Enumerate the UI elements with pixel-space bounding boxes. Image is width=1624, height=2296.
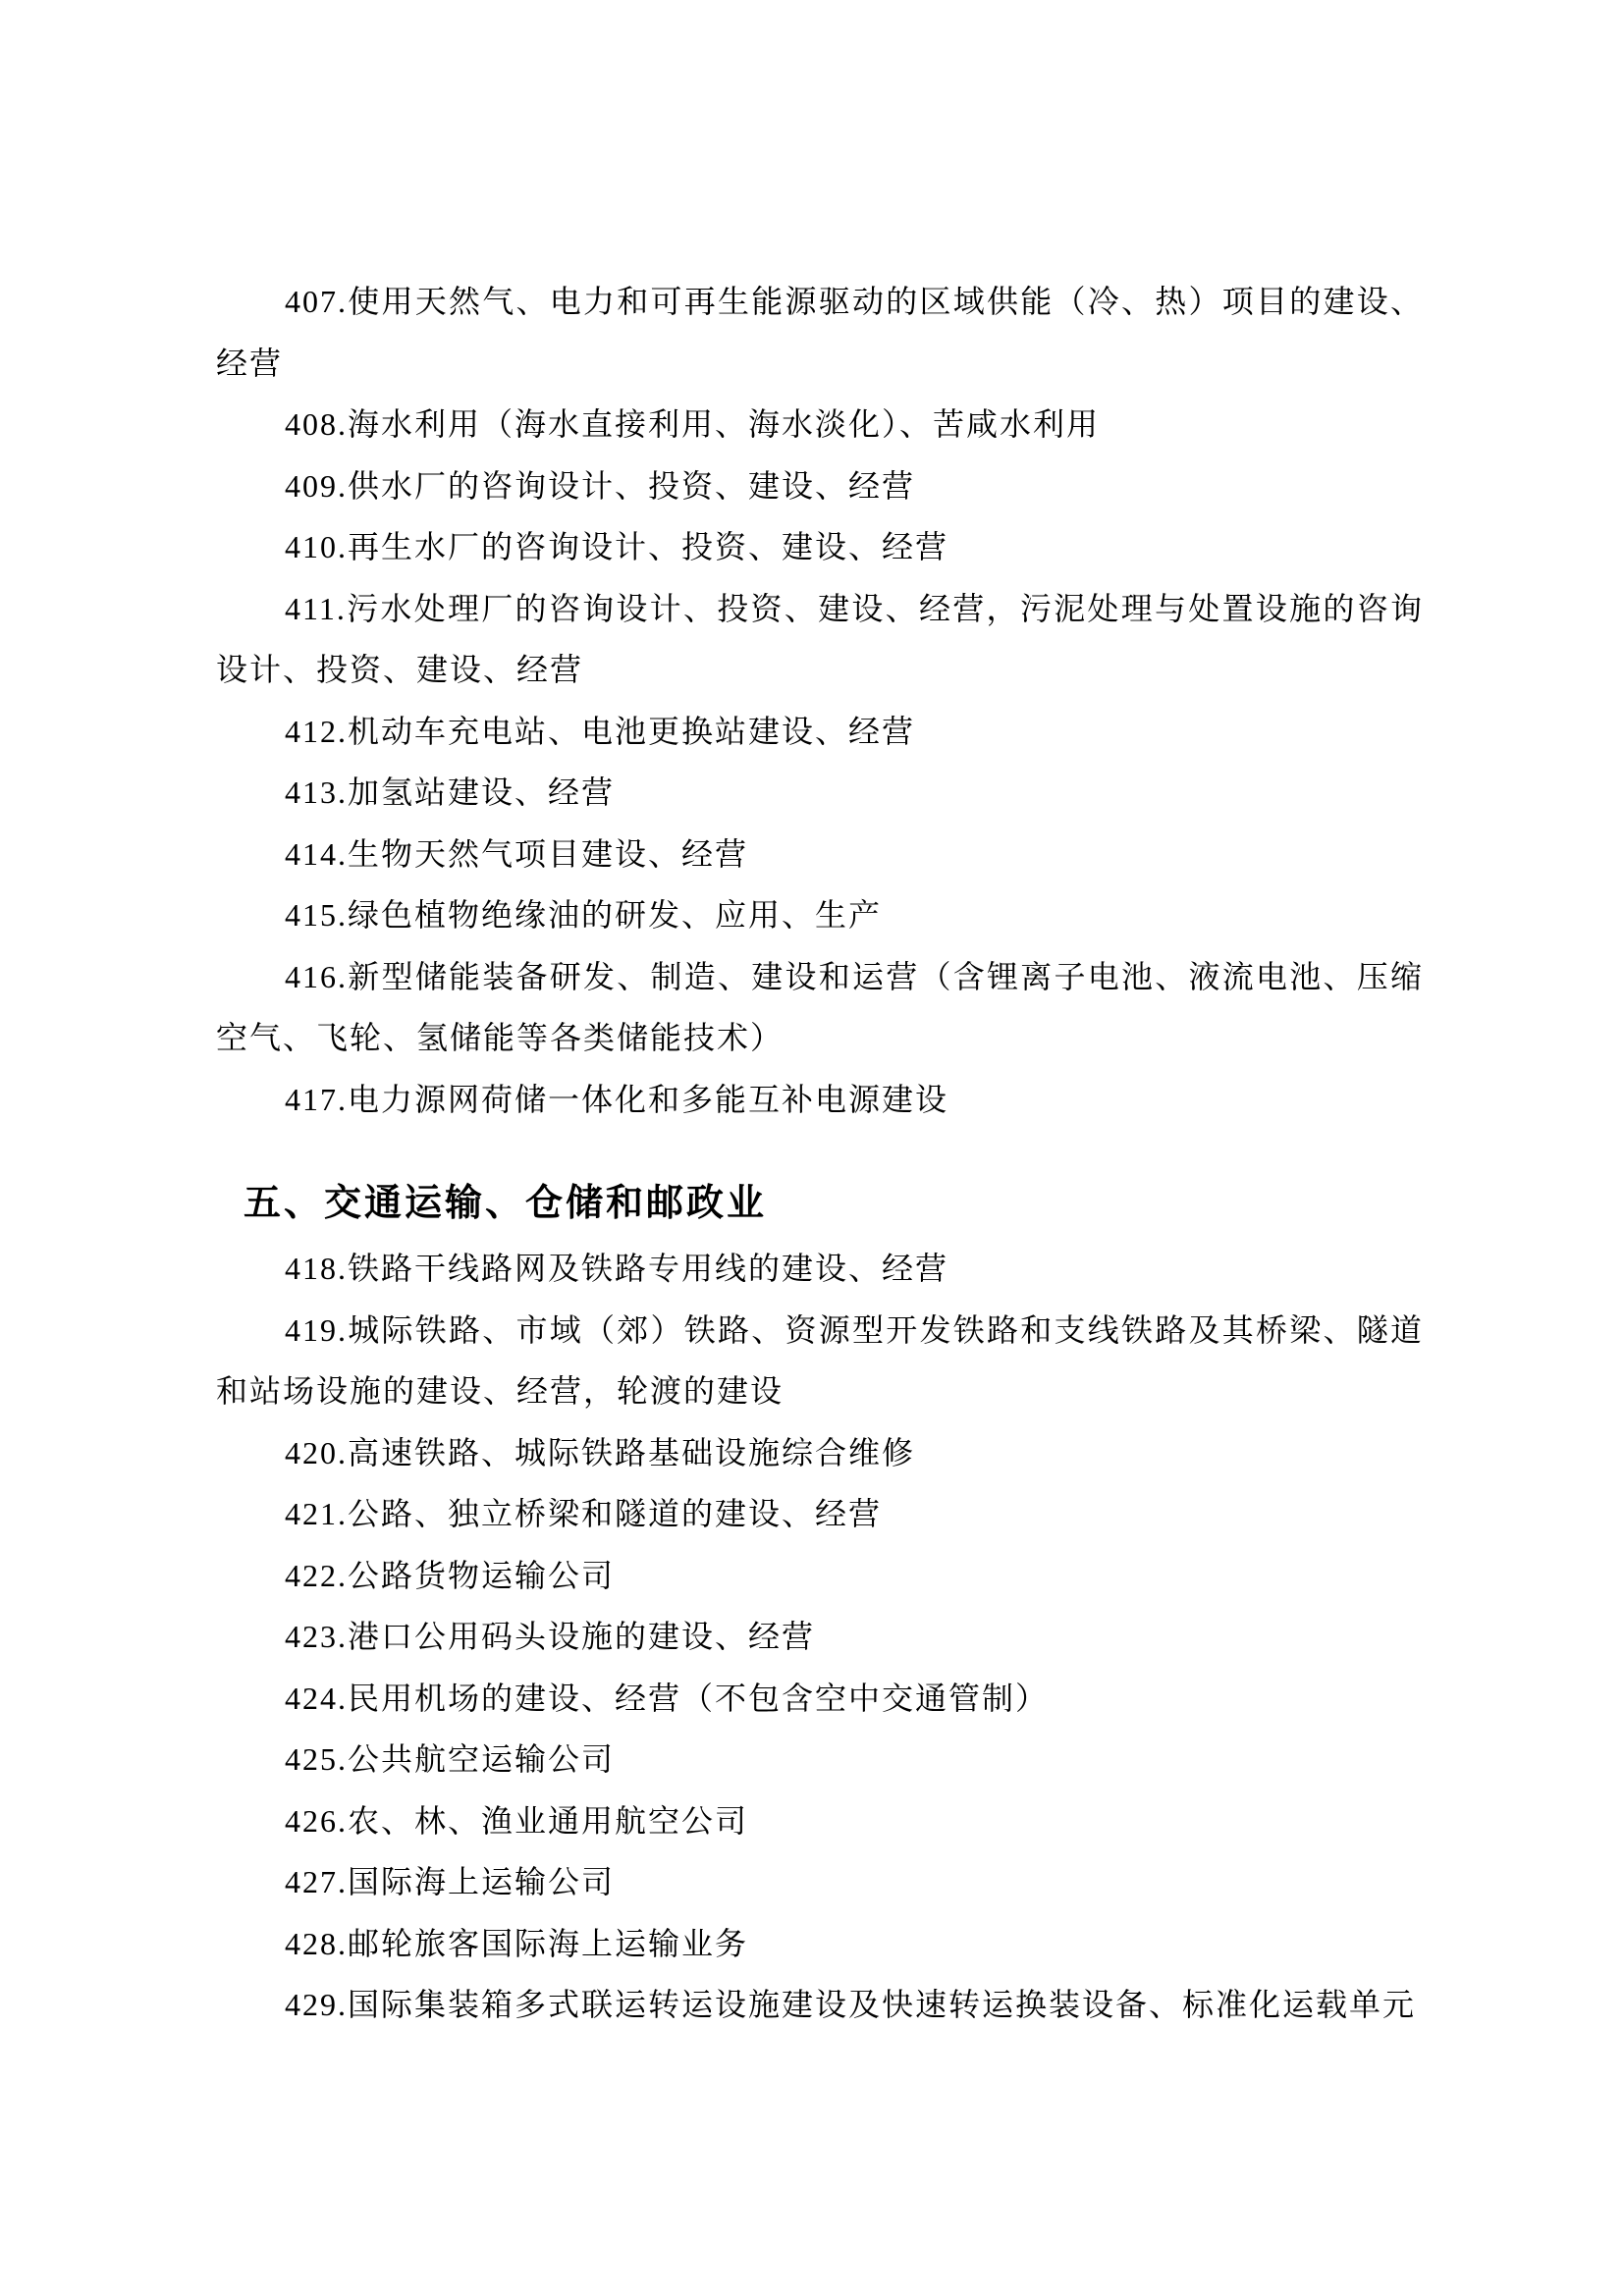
list-item: 423.港口公用码头设施的建设、经营 — [285, 1619, 816, 1654]
list-item: 414.生物天然气项目建设、经营 — [285, 835, 749, 872]
list-item: 413.加氢站建设、经营 — [285, 774, 616, 810]
section5-items — [216, 1238, 1424, 2036]
list-item: 410.再生水厂的咨询设计、投资、建设、经营 — [285, 529, 949, 564]
list-item: 416.新型储能装备研发、制造、建设和运营（含锂离子电池、液流电池、压缩空气、飞轮、氢储能等各类储能技术） — [216, 958, 1424, 1055]
list-item: 419.城际铁路、市域（郊）铁路、资源型开发铁路和支线铁路及其桥梁、隧道和站场设施的建设、经营，轮渡的建设 — [216, 1311, 1424, 1409]
list-item: 422.公路货物运输公司 — [285, 1557, 616, 1593]
list-item: 424.民用机场的建设、经营（不包含空中交通管制） — [285, 1680, 1050, 1716]
list-item: 420.高速铁路、城际铁路基础设施综合维修 — [285, 1434, 916, 1470]
list-item: 418.铁路干线路网及铁路专用线的建设、经营 — [285, 1251, 949, 1286]
list-item: 408.海水利用（海水直接利用、海水淡化）、苦咸水利用 — [285, 406, 1101, 442]
list-item: 417.电力源网荷储一体化和多能互补电源建设 — [285, 1081, 949, 1117]
document-body — [216, 271, 1424, 2036]
list-item: 427.国际海上运输公司 — [285, 1864, 616, 1899]
list-item: 426.农、林、渔业通用航空公司 — [285, 1802, 749, 1839]
list-item: 421.公路、独立桥梁和隧道的建设、经营 — [285, 1496, 883, 1531]
section5-heading: 五、交通运输、仓储和邮政业 — [244, 1183, 768, 1224]
list-item: 411.污水处理厂的咨询设计、投资、建设、经营，污泥处理与处置设施的咨询设计、投资、建设、经营 — [216, 590, 1424, 687]
list-item: 428.邮轮旅客国际海上运输业务 — [285, 1925, 749, 1961]
section4-items — [216, 271, 1424, 1130]
list-item: 409.供水厂的咨询设计、投资、建设、经营 — [285, 467, 916, 504]
list-item: 415.绿色植物绝缘油的研发、应用、生产 — [285, 897, 883, 933]
list-item: 412.机动车充电站、电池更换站建设、经营 — [285, 713, 916, 749]
list-item: 429.国际集装箱多式联运转运设施建设及快速转运换装设备、标准化运载单元 — [285, 1987, 1417, 2022]
list-item: 407.使用天然气、电力和可再生能源驱动的区域供能（冷、热）项目的建设、经营 — [216, 284, 1424, 381]
list-item: 425.公共航空运输公司 — [285, 1741, 616, 1777]
